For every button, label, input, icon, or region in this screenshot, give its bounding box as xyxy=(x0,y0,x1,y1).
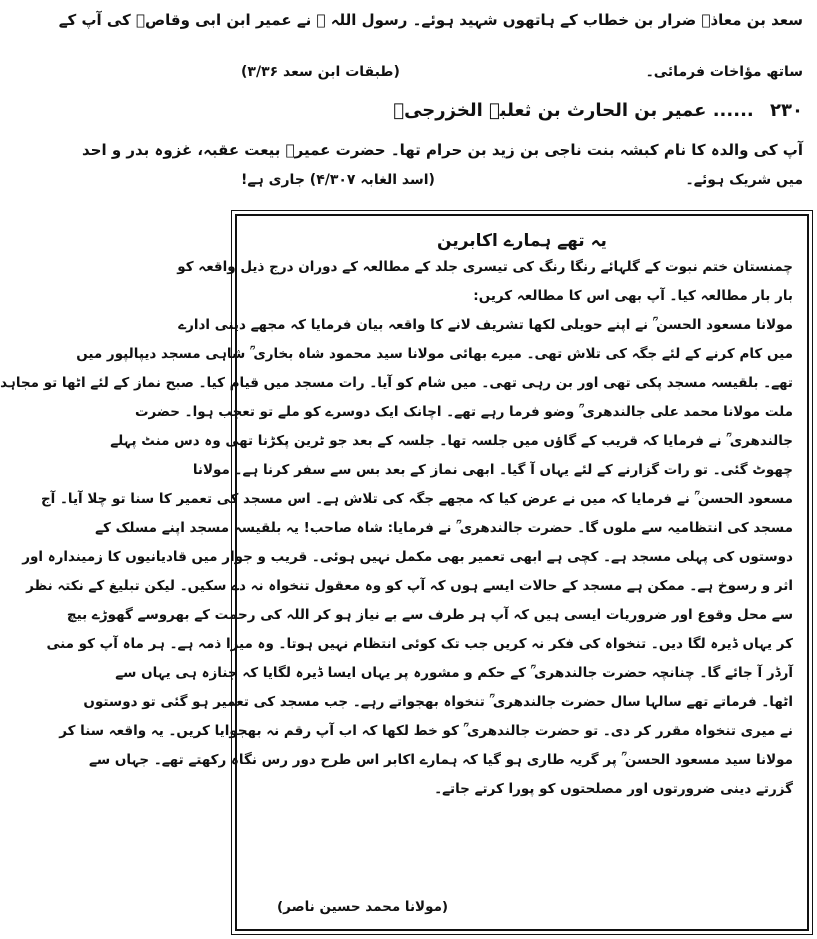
article-line: بار بار مطالعہ کیا۔ آپ بھی اس کا مطالعہ کریں: xyxy=(473,288,793,304)
entry-reference: (اسد الغابہ ۴/۳۰۷) xyxy=(309,172,435,188)
article-signature: (مولانا محمد حسین ناصر) xyxy=(277,899,449,915)
article-line: مولانا مسعود الحسن ؒ نے اپنے حویلی لکھا تشریف لانے کا واقعہ بیان فرمایا کہ مجھے دینی ادارے xyxy=(178,317,793,333)
entry-line-2: میں شریک ہوئے۔ xyxy=(685,172,803,188)
entry-continues: جاری ہے! xyxy=(241,172,305,188)
article-line: اٹھا۔ فرماتے تھے سالہا سال حضرت جالندھری ؒ تنخواہ بھجواتے رہے۔ جب مسجد کی تعمیر ہو گئی تو دوستوں xyxy=(83,694,793,710)
article-line: آرڈر آ جائے گا۔ چنانچہ حضرت جالندھری ؒ کے حکم و مشورہ پر یہاں ایسا ڈیرہ لگایا کہ جنازہ ہی یہاں سے xyxy=(115,665,793,681)
article-line: چمنستان ختم نبوت کے گلہائے رنگا رنگ کی تیسری جلد کے مطالعہ کے دوران درج ذیل واقعہ کو xyxy=(177,259,793,275)
article-line: مسجد کی انتظامیہ سے ملوں گا۔ حضرت جالندھری ؒ نے فرمایا: شاہ صاحب! یہ بلقیسہ مسجد اپنے مسلک کے xyxy=(95,520,793,536)
article-line: ملت مولانا محمد علی جالندھری ؒ وضو فرما رہے تھے۔ اچانک ایک دوسرے کو ملے تو تعجب ہوا۔ حضرت xyxy=(134,404,793,420)
article-line: تھے۔ بلقیسہ مسجد پکی تھی اور بن رہی تھی۔ میں شام کو آیا۔ رات مسجد میں قیام کیا۔ صبح نماز کے لئے اٹھا تو مجاہد xyxy=(0,375,793,391)
article-line: جالندھری ؒ نے فرمایا کہ قریب کے گاؤں میں جلسہ تھا۔ جلسہ کے بعد جو ٹرین پکڑنا تھی وہ دس منٹ پہلے xyxy=(110,433,793,449)
top-line-2-row xyxy=(241,64,803,88)
entry-line-2-row xyxy=(241,172,803,196)
article-line: کر یہاں ڈیرہ لگا دیں۔ تنخواہ کی فکر نہ کریں جب تک کوئی انتظام نہیں ہوتا۔ وہ میرا ذمہ ہے۔ ہر ماہ آپ کو منی xyxy=(46,636,793,652)
entry-number: ۲۳۰ xyxy=(770,100,803,121)
article-line: اثر و رسوخ ہے۔ ممکن ہے مسجد کے حالات ایسے ہوں کہ آپ کو وہ معقول تنخواہ نہ دے سکیں۔ لیکن تبلیغ کے نکتہ نظر xyxy=(26,578,793,594)
article-line: مسعود الحسن ؒ نے فرمایا کہ میں نے عرض کیا کہ مجھے جگہ کی تلاش ہے۔ اس مسجد کی تعمیر کا سنا تو چلا آیا۔ آج xyxy=(40,491,793,507)
article-title: یہ تھے ہمارے اکابرین xyxy=(437,231,607,251)
article-line: گزرتے دینی ضرورتوں اور مصلحتوں کو پورا کرتے جاتے۔ xyxy=(434,781,793,797)
article-box xyxy=(0,214,809,931)
article-line: چھوٹ گئی۔ تو رات گزارنے کے لئے یہاں آ گیا۔ ابھی نماز کے بعد بس سے سفر کرنا ہے۔ مولانا xyxy=(192,462,793,478)
top-reference: (طبقات ابن سعد ۳/۳۶) xyxy=(241,64,400,80)
entry-title: عمیر بن الحارث بن ثعلبہ الخزرجیؓ xyxy=(393,100,707,121)
article-line: مولانا سید مسعود الحسن ؒ پر گریہ طاری ہو گیا کہ ہمارے اکابر اس طرح دور رس نگاہ رکھتے تھے۔ جہاں سے xyxy=(89,752,793,768)
article-line: نے میری تنخواہ مقرر کر دی۔ تو حضرت جالندھری ؒ کو خط لکھا کہ اب آپ رقم نہ بھجوایا کریں۔ یہ واقعہ سنا کر xyxy=(59,723,793,739)
entry-reference-group xyxy=(241,172,435,188)
article-line: میں کام کرنے کے لئے جگہ کی تلاش تھی۔ میرے بھائی مولانا سید محمود شاہ بخاری ؒ شاہی مسجد دیپالپور میں xyxy=(76,346,793,362)
article-line: دوستوں کی پہلی مسجد ہے۔ کچی ہے ابھی تعمیر بھی مکمل نہیں ہوئی۔ قریب و جوار میں قادیانیوں کا زمیندارہ اور xyxy=(22,549,793,565)
entry-line-1: آپ کی والدہ کا نام کبشہ بنت ناجی بن زید بن حرام تھا۔ حضرت عمیرؓ بیعت عقبہ، غزوہ بدر و احد xyxy=(81,141,803,159)
top-line-2: ساتھ مؤاخات فرمائی۔ xyxy=(645,64,803,80)
article-line: سے محل وقوع اور ضروریات ایسی ہیں کہ آپ ہر طرف سے بے نیاز ہو کر اللہ کی رحمت کے بھروسے گھوڑے بیچ xyxy=(66,607,793,623)
entry-dots: ...... xyxy=(712,100,754,121)
entry-heading xyxy=(393,100,803,121)
top-line-1: سعد بن معاذؓ ضرار بن خطاب کے ہاتھوں شہید ہوئے۔ رسول اللہ ﷺ نے عمیر ابن ابی وقاصؓ کی آپ کے xyxy=(58,11,803,29)
